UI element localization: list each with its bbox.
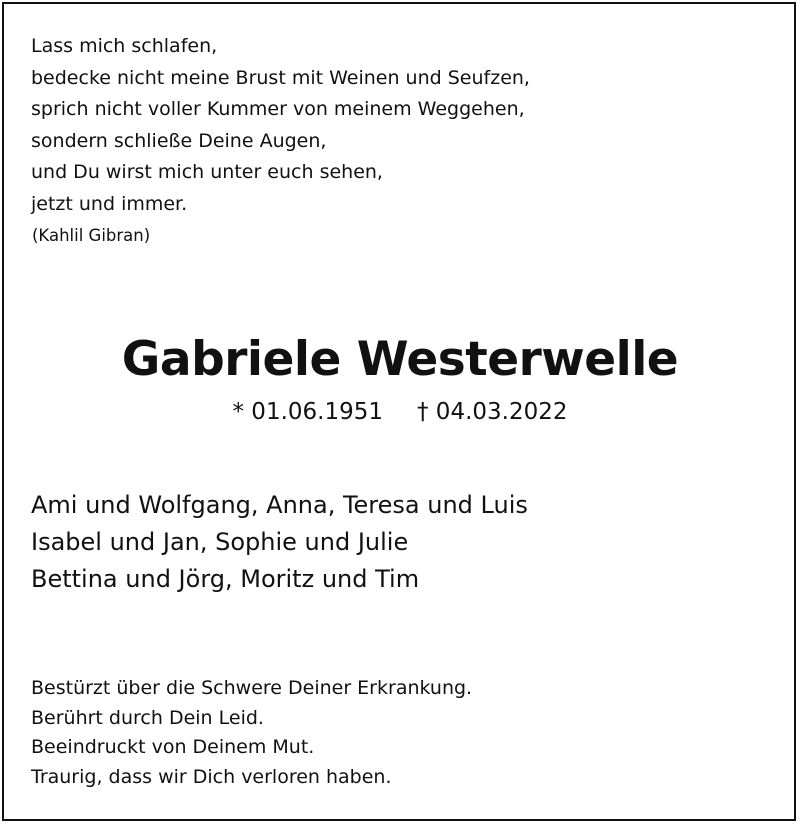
poem-line: sondern schließe Deine Augen, bbox=[31, 129, 327, 152]
poem-line: Lass mich schlafen, bbox=[31, 35, 218, 57]
death-date: † 04.03.2022 bbox=[417, 399, 568, 425]
closing-line: Berührt durch Dein Leid. bbox=[31, 706, 264, 729]
family-line: Ami und Wolfgang, Anna, Teresa und Luis bbox=[31, 491, 528, 519]
family-line: Isabel und Jan, Sophie und Julie bbox=[31, 528, 409, 556]
family-line: Bettina und Jörg, Moritz und Tim bbox=[31, 565, 420, 593]
family-block bbox=[31, 487, 528, 598]
closing-block bbox=[31, 674, 472, 792]
poem-block bbox=[31, 31, 530, 220]
closing-line: Traurig, dass wir Dich verloren haben. bbox=[31, 765, 392, 788]
poem-line: jetzt und immer. bbox=[31, 192, 188, 215]
life-dates bbox=[0, 395, 800, 429]
poem-line: bedecke nicht meine Brust mit Weinen und Seufzen, bbox=[31, 66, 530, 89]
birth-date: * 01.06.1951 bbox=[232, 399, 383, 425]
closing-line: Bestürzt über die Schwere Deiner Erkrankung. bbox=[31, 677, 473, 699]
closing-line: Beeindruckt von Deinem Mut. bbox=[31, 736, 315, 758]
poem-attribution: (Kahlil Gibran) bbox=[32, 226, 151, 245]
poem-line: und Du wirst mich unter euch sehen, bbox=[31, 161, 383, 183]
deceased-name: Gabriele Westerwelle bbox=[121, 332, 679, 387]
poem-line: sprich nicht voller Kummer von meinem Weggehen, bbox=[31, 98, 525, 120]
